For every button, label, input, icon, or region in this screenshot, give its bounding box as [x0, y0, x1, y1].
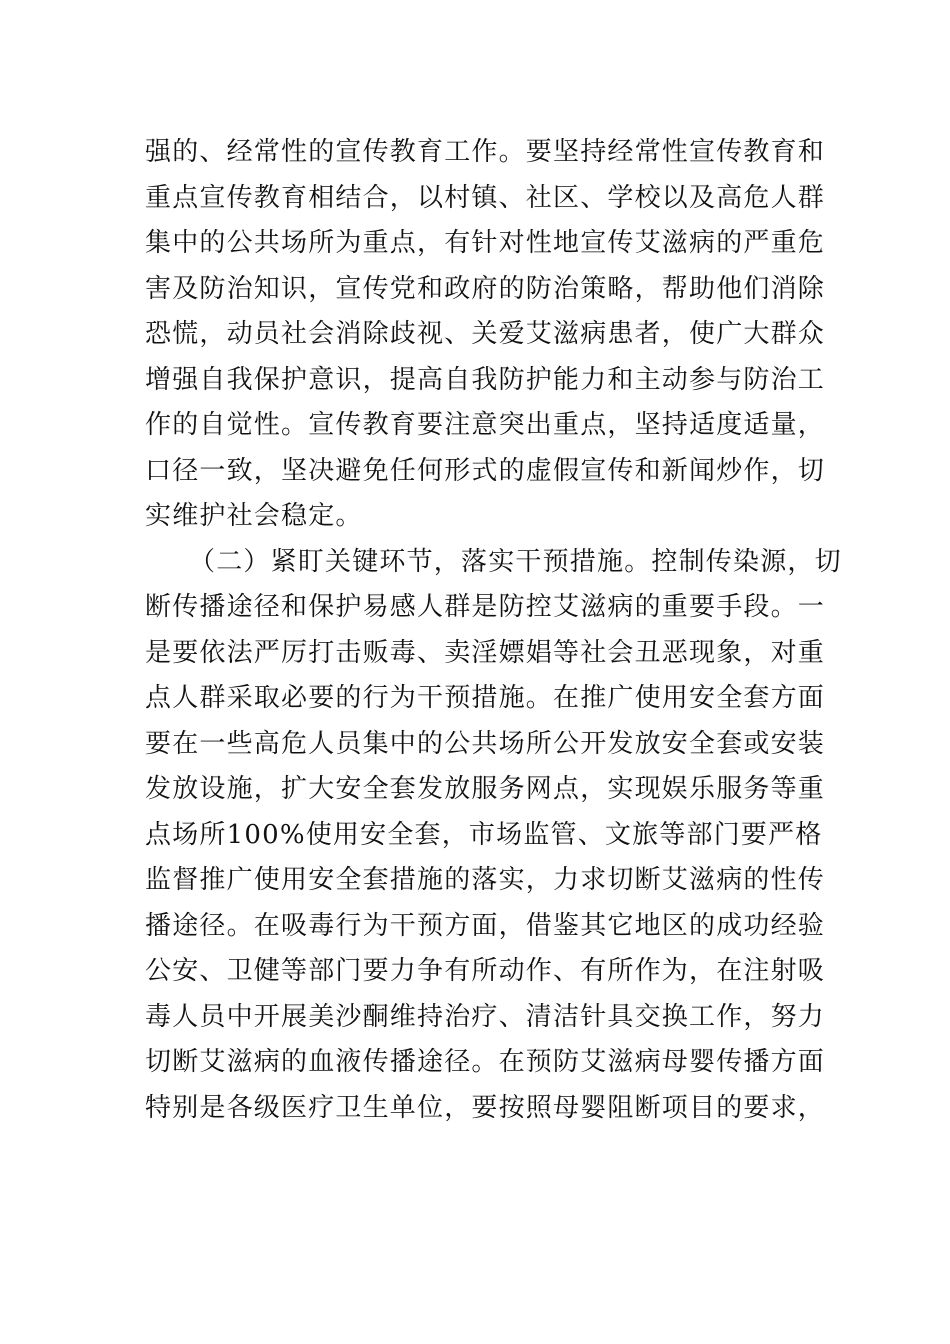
text-line: 切断艾滋病的血液传播途径。在预防艾滋病母婴传播方面 [145, 1047, 826, 1077]
text-line: 是要依法严厉打击贩毒、卖淫嫖娼等社会丑恶现象，对重 [145, 637, 826, 668]
text-line: 实维护社会稳定。 [145, 501, 363, 531]
text-line: 点场所100%使用安全套，市场监管、文旅等部门要严格 [145, 819, 823, 850]
text-line: 重点宣传教育相结合，以村镇、社区、学校以及高危人群 [145, 182, 826, 213]
body-text [145, 130, 842, 1131]
paragraph-2 [145, 540, 842, 1132]
text-line: 作的自觉性。宣传教育要注意突出重点，坚持适度适量， [145, 410, 826, 440]
text-line: 监督推广使用安全套措施的落实，力求切断艾滋病的性传 [145, 865, 826, 895]
text-line: 断传播途径和保护易感人群是防控艾滋病的重要手段。一 [145, 592, 826, 622]
text-line: 要在一些高危人员集中的公共场所公开发放安全套或安装 [145, 728, 826, 759]
text-line: 公安、卫健等部门要力争有所动作、有所作为，在注射吸 [145, 956, 826, 986]
text-line: 恐慌，动员社会消除歧视、关爱艾滋病患者，使广大群众 [145, 319, 826, 349]
text-line: 增强自我保护意识，提高自我防护能力和主动参与防治工 [145, 364, 826, 395]
text-line: 口径一致，坚决避免任何形式的虚假宣传和新闻炒作，切 [145, 455, 826, 486]
text-line: （二）紧盯关键环节，落实干预措施。控制传染源，切 [189, 546, 842, 577]
text-line: 播途径。在吸毒行为干预方面，借鉴其它地区的成功经验 [145, 910, 826, 941]
text-line: 发放设施，扩大安全套发放服务网点，实现娱乐服务等重 [145, 774, 826, 804]
text-line: 毒人员中开展美沙酮维持治疗、清洁针具交换工作，努力 [145, 1001, 826, 1032]
text-line: 强的、经常性的宣传教育工作。要坚持经常性宣传教育和 [145, 137, 826, 167]
paragraph-1 [145, 130, 826, 540]
text-line: 害及防治知识，宣传党和政府的防治策略，帮助他们消除 [145, 273, 826, 304]
text-line: 特别是各级医疗卫生单位，要按照母婴阻断项目的要求， [145, 1092, 826, 1123]
text-line: 集中的公共场所为重点，有针对性地宣传艾滋病的严重危 [145, 228, 826, 258]
text-line: 点人群采取必要的行为干预措施。在推广使用安全套方面 [145, 683, 826, 713]
